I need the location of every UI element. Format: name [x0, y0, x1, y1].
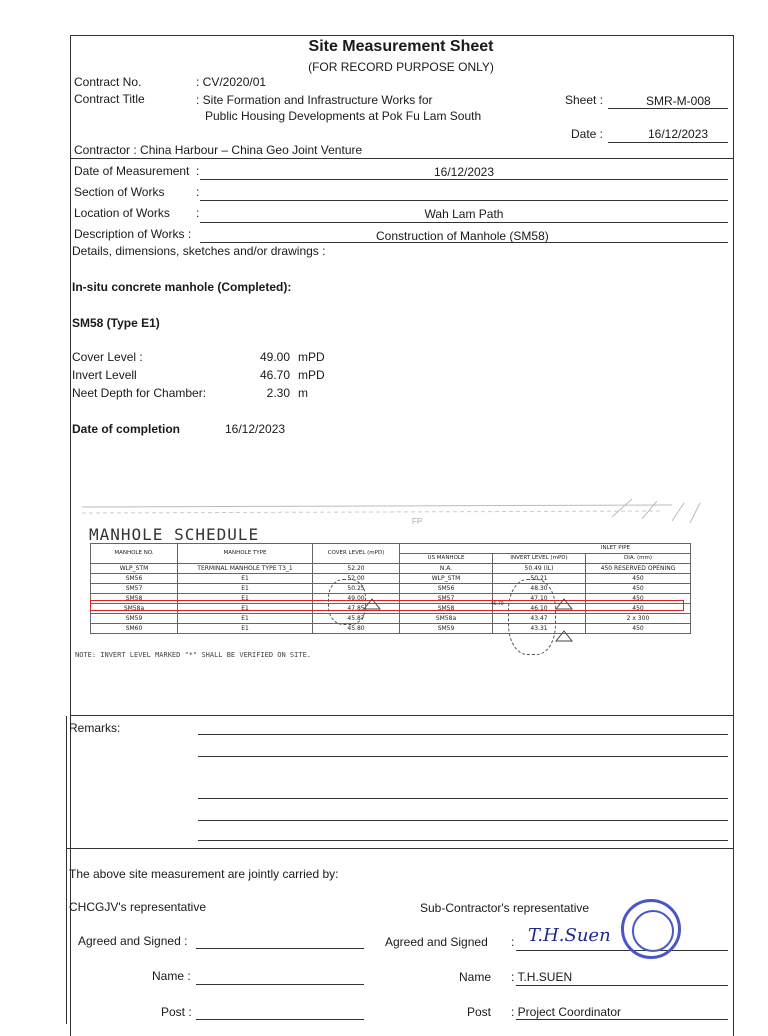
- contract-title-line2: Public Housing Developments at Pok Fu Lam South: [205, 109, 482, 123]
- revision-triangle-icon: [554, 597, 574, 611]
- col-invert-level: INVERT LEVEL (mPD): [493, 554, 586, 564]
- cover-level-value: 49.00: [259, 350, 290, 364]
- cell-no: SM58a: [91, 604, 178, 614]
- road-sketch: [72, 495, 732, 525]
- invert-level-unit: mPD: [298, 368, 325, 382]
- completion-label: Date of completion: [72, 422, 181, 436]
- post-value: : Project Coordinator: [511, 1005, 622, 1019]
- col-manhole-no: MANHOLE NO.: [91, 544, 178, 564]
- cell-dia: 450 RESERVED OPENING: [586, 564, 691, 574]
- date-label: Date :: [571, 127, 604, 141]
- field-underline: [200, 242, 728, 243]
- details-heading: In-situ concrete manhole (Completed):: [72, 280, 292, 294]
- signature-image: T.H.Suen: [528, 925, 611, 946]
- cell-type: E1: [178, 594, 313, 604]
- date-underline: [608, 142, 728, 143]
- cell-cover: 47.85: [313, 604, 400, 614]
- post-line-left: [196, 1019, 364, 1020]
- colon-2: :: [196, 185, 200, 199]
- agreed-signed-left: Agreed and Signed :: [78, 934, 188, 948]
- table-row: [91, 584, 691, 594]
- contractor-line: Contractor : China Harbour – China Geo Joint Venture: [74, 143, 363, 157]
- colon-1: :: [196, 164, 200, 178]
- name-value: : T.H.SUEN: [511, 970, 573, 984]
- cell-type: TERMINAL MANHOLE TYPE T3_1: [178, 564, 313, 574]
- section-divider: [66, 848, 733, 849]
- table-row: [91, 574, 691, 584]
- contract-title-label: Contract Title: [74, 92, 145, 106]
- cell-no: SM58: [91, 594, 178, 604]
- remarks-line: [198, 734, 728, 735]
- post-line-right: [516, 1019, 728, 1020]
- schedule-body: [91, 564, 691, 634]
- section-divider: [70, 715, 733, 716]
- cell-invert: 50.49 (IL): [493, 564, 586, 574]
- field-underline: [200, 200, 728, 201]
- page-title: Site Measurement Sheet: [308, 38, 494, 55]
- contract-no-label: Contract No.: [74, 75, 142, 89]
- cell-dia: 2 x 300: [586, 614, 691, 624]
- cell-invert: 46.10: [493, 604, 586, 614]
- contract-title-line1: : Site Formation and Infrastructure Works for: [196, 93, 433, 107]
- manhole-schedule-table: [90, 543, 691, 634]
- post-label-left: Post :: [161, 1005, 192, 1019]
- cell-cover: 45.80: [313, 624, 400, 634]
- cell-us: WLP_STM: [400, 574, 493, 584]
- cell-invert: 50.21: [493, 574, 586, 584]
- page-subtitle: (FOR RECORD PURPOSE ONLY): [308, 60, 494, 74]
- colon-sign: :: [511, 935, 515, 949]
- cell-dia: 450: [586, 594, 691, 604]
- cell-us: SM58a: [400, 614, 493, 624]
- post-label-right: Post: [467, 1005, 492, 1019]
- cell-dia: 450: [586, 574, 691, 584]
- cell-us: N.A.: [400, 564, 493, 574]
- field-underline: [200, 222, 728, 223]
- remarks-line: [198, 756, 728, 757]
- remarks-label: Remarks:: [69, 721, 121, 735]
- signature-line-left: [196, 948, 364, 949]
- location-of-works-value: Wah Lam Path: [424, 207, 504, 221]
- col-dia: DIA. (mm): [586, 554, 691, 564]
- marked-invert: 46.70: [491, 601, 504, 607]
- cell-dia: 450: [586, 624, 691, 634]
- depth-unit: m: [298, 386, 308, 400]
- name-line-right: [516, 985, 728, 986]
- col-us-manhole: US MANHOLE: [400, 554, 493, 564]
- section-of-works-label: Section of Works: [74, 185, 165, 199]
- description-value: Construction of Manhole (SM58): [376, 229, 549, 243]
- cell-invert: 43.31: [493, 624, 586, 634]
- company-stamp-icon: [621, 899, 681, 959]
- manhole-schedule-drawing: [72, 495, 732, 670]
- fp-label: FP: [412, 517, 423, 526]
- name-label-right: Name: [459, 970, 492, 984]
- name-label-left: Name :: [152, 969, 191, 983]
- sheet-underline: [608, 108, 728, 109]
- cell-cover: 50.25: [313, 584, 400, 594]
- cell-cover: 49.00: [313, 594, 400, 604]
- cell-no: SM56: [91, 574, 178, 584]
- name-line-left: [196, 984, 364, 985]
- highlight-sm58-row: [90, 600, 684, 611]
- cell-type: E1: [178, 574, 313, 584]
- date-of-measurement-label: Date of Measurement: [74, 164, 190, 178]
- cell-no: SM60: [91, 624, 178, 634]
- revision-triangle-icon: [554, 629, 574, 643]
- cell-us: SM57: [400, 594, 493, 604]
- contract-no-value: : CV/2020/01: [196, 75, 267, 89]
- field-underline: [200, 179, 728, 180]
- completion-value: 16/12/2023: [225, 422, 286, 436]
- description-label: Description of Works :: [74, 227, 192, 241]
- cell-cover: 52.20: [313, 564, 400, 574]
- revision-triangle-icon: [362, 597, 382, 611]
- col-manhole-type: MANHOLE TYPE: [178, 544, 313, 564]
- colon-3: :: [196, 206, 200, 220]
- cell-us: SM59: [400, 624, 493, 634]
- cell-type: E1: [178, 614, 313, 624]
- left-border: [66, 716, 67, 1024]
- cell-us: SM58: [400, 604, 493, 614]
- cell-type: E1: [178, 584, 313, 594]
- cell-type: E1: [178, 624, 313, 634]
- schedule-note: NOTE: INVERT LEVEL MARKED "*" SHALL BE VERIFIED ON SITE.: [75, 651, 312, 659]
- cover-level-label: Cover Level :: [72, 350, 143, 364]
- cell-cover: 45.87: [313, 614, 400, 624]
- remarks-line: [198, 820, 728, 821]
- cell-cover: 52.00: [313, 574, 400, 584]
- sheet-value: SMR-M-008: [646, 94, 711, 108]
- cell-us: SM56: [400, 584, 493, 594]
- col-inlet-pipe: INLET PIPE: [400, 544, 691, 554]
- details-label: Details, dimensions, sketches and/or drawings :: [72, 244, 326, 258]
- invert-level-label: Invert Levell: [72, 368, 137, 382]
- sheet-label: Sheet :: [565, 93, 604, 107]
- revision-cloud: [328, 579, 366, 625]
- invert-level-value: 46.70: [259, 368, 290, 382]
- cell-type: E1: [178, 604, 313, 614]
- depth-value: 2.30: [266, 386, 290, 400]
- section-divider: [70, 158, 733, 159]
- schedule-title: MANHOLE SCHEDULE: [89, 525, 260, 544]
- cell-no: WLP_STM: [91, 564, 178, 574]
- remarks-line: [198, 840, 728, 841]
- table-row: [91, 614, 691, 624]
- agreed-signed-right: Agreed and Signed: [385, 935, 488, 949]
- cell-invert: 47.10: [493, 594, 586, 604]
- table-row: [91, 564, 691, 574]
- location-of-works-label: Location of Works: [74, 206, 170, 220]
- cell-no: SM59: [91, 614, 178, 624]
- cell-invert: 48.30: [493, 584, 586, 594]
- signature-line-right: [516, 950, 728, 951]
- date-of-measurement-value: 16/12/2023: [433, 165, 495, 179]
- cover-level-unit: mPD: [298, 350, 325, 364]
- table-row: [91, 624, 691, 634]
- chcgjv-rep-label: CHCGJV's representative: [69, 900, 207, 914]
- signoff-intro: The above site measurement are jointly carried by:: [69, 867, 339, 881]
- cell-dia: 450: [586, 604, 691, 614]
- stamp-inner-ring: [632, 910, 674, 952]
- revision-cloud: [508, 579, 556, 655]
- details-subheading: SM58 (Type E1): [72, 316, 160, 330]
- cell-dia: 450: [586, 584, 691, 594]
- subcontractor-rep-label: Sub-Contractor's representative: [420, 901, 590, 915]
- cell-invert: 43.47: [493, 614, 586, 624]
- col-cover-level: COVER LEVEL (mPD): [313, 544, 400, 564]
- date-value: 16/12/2023: [648, 127, 709, 141]
- remarks-line: [198, 798, 728, 799]
- depth-label: Neet Depth for Chamber:: [72, 386, 207, 400]
- cell-no: SM57: [91, 584, 178, 594]
